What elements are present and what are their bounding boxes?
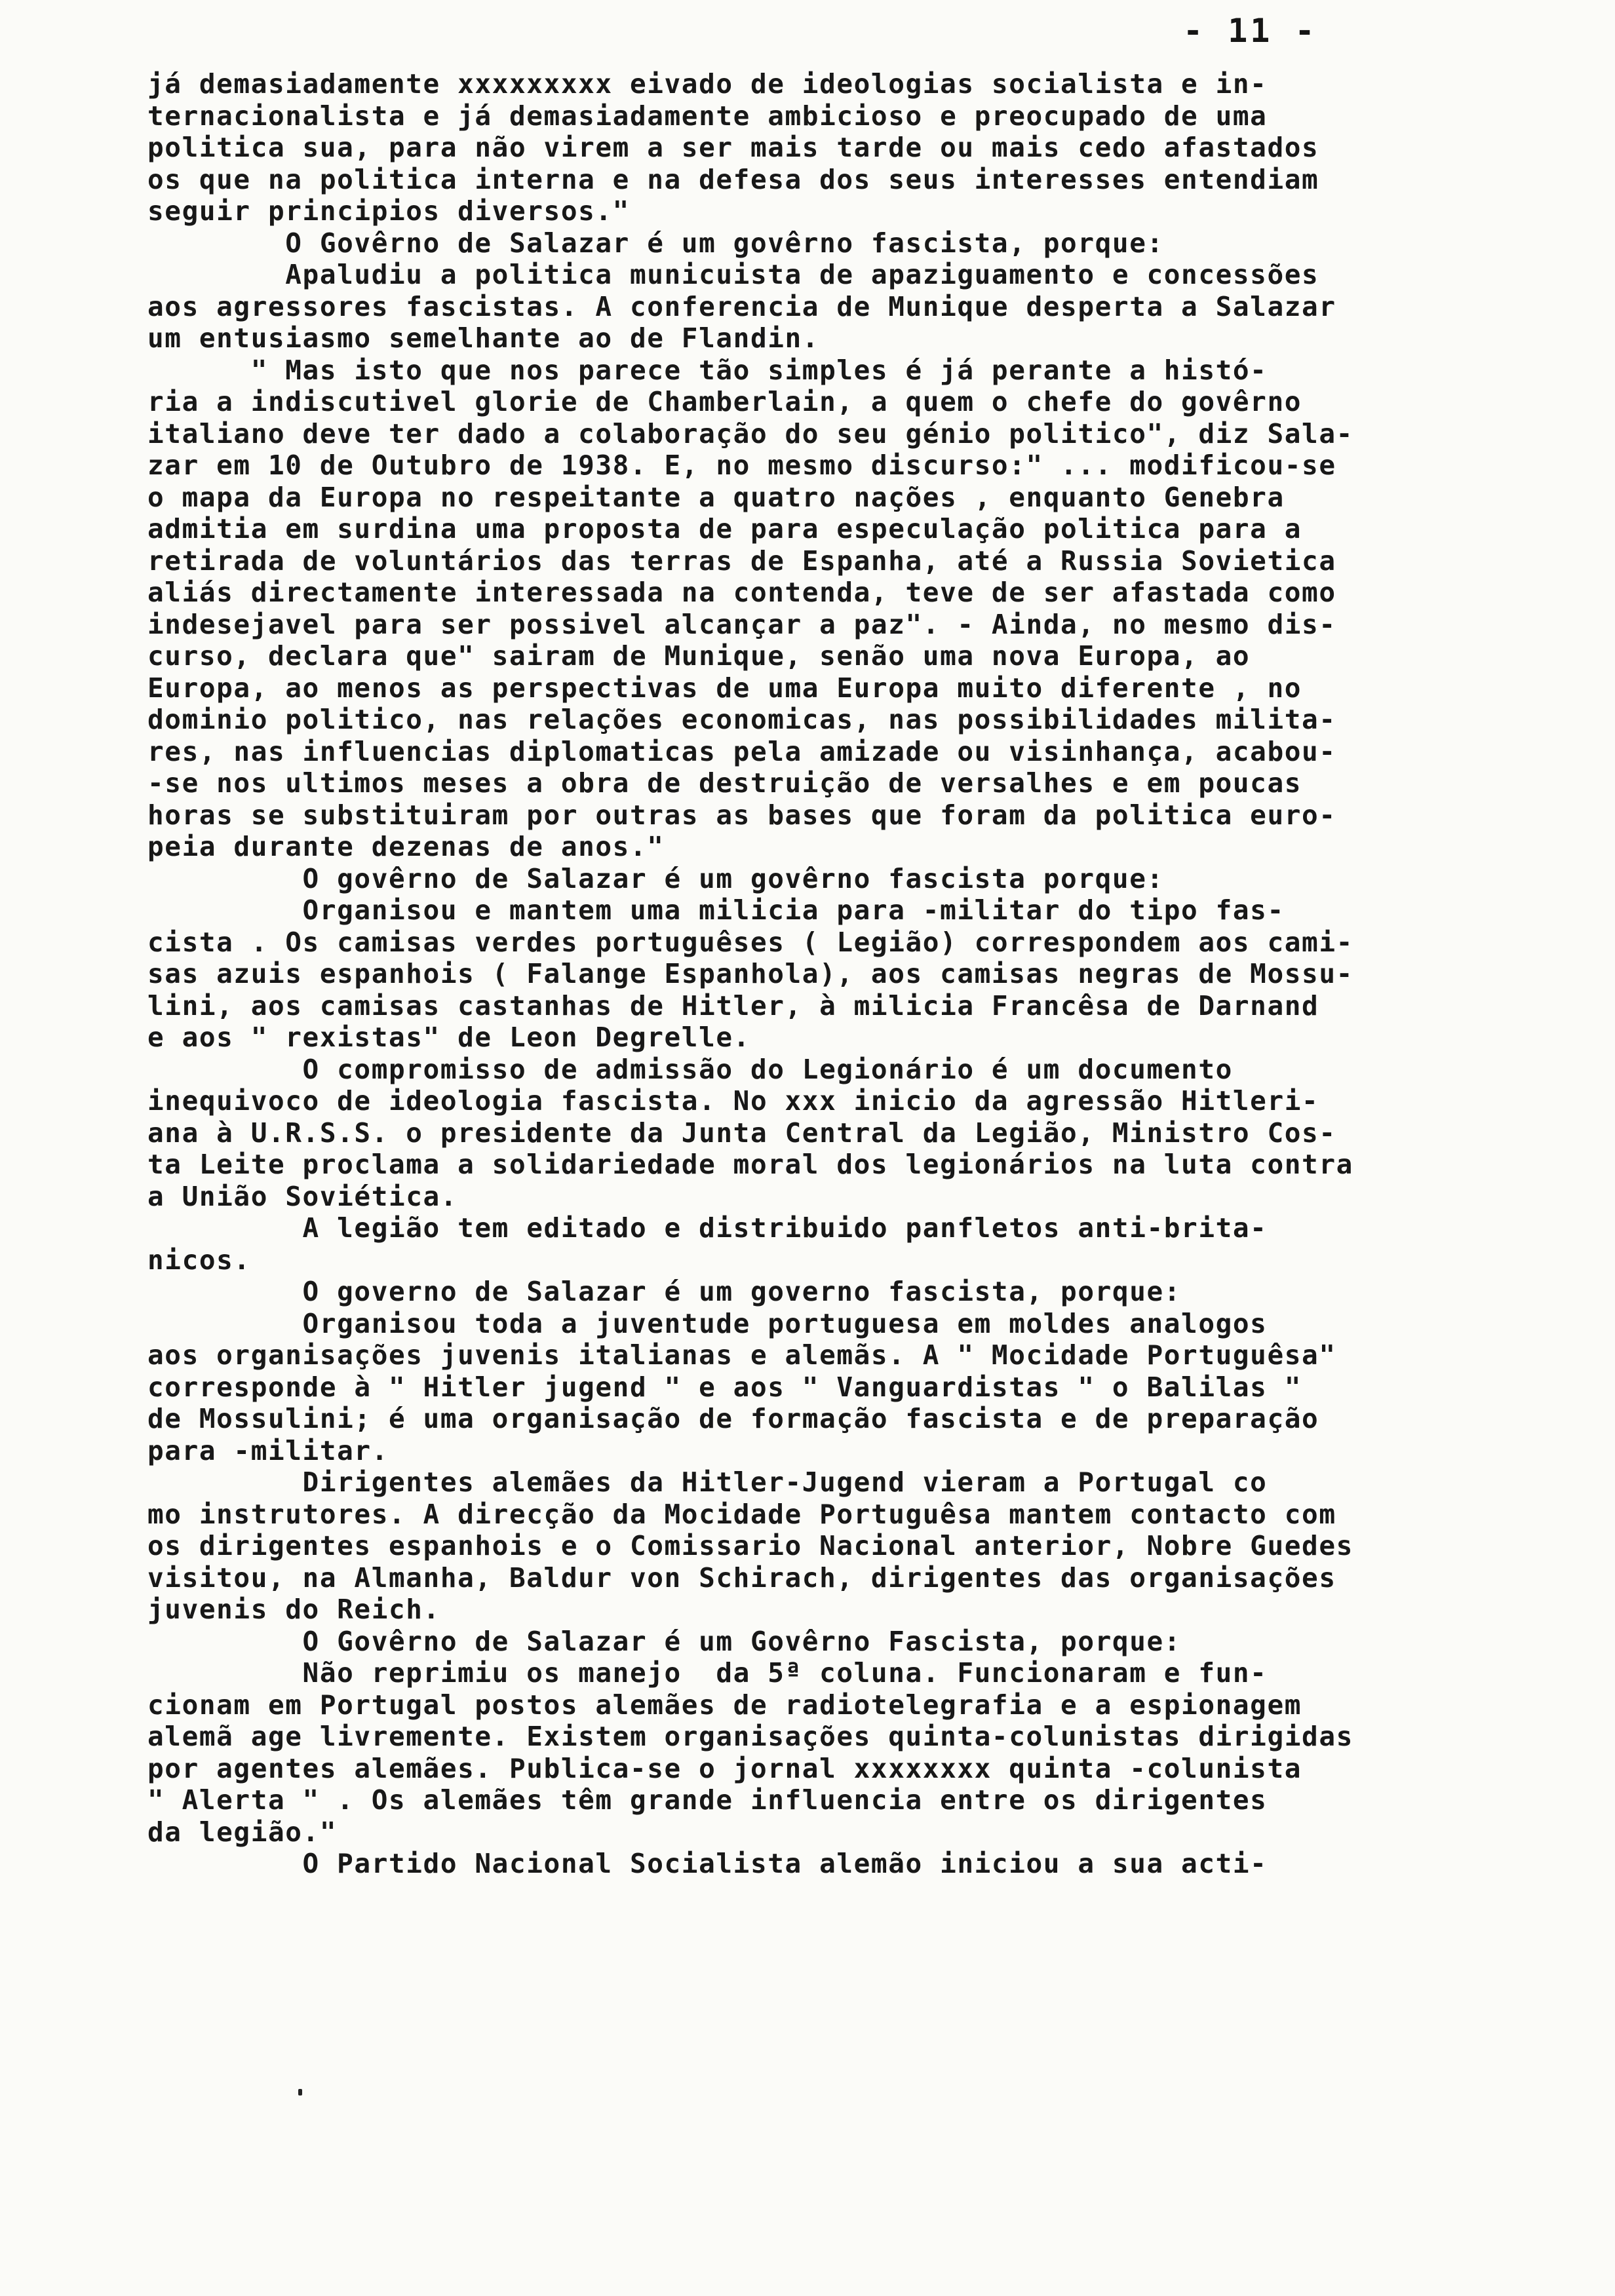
text-line: aliás directamente interessada na contenda, teve de ser afastada como	[147, 577, 1336, 608]
text-line: O Govêrno de Salazar é um Govêrno Fascista, porque:	[147, 1625, 1182, 1657]
text-line: -se nos ultimos meses a obra de destruição de versalhes e em poucas	[147, 767, 1302, 799]
text-line: admitia em surdina uma proposta de para especulação politica para a	[147, 513, 1302, 545]
text-line: seguir principios diversos."	[147, 195, 630, 227]
text-line: O governo de Salazar é um governo fascista, porque:	[147, 1276, 1182, 1307]
text-line: curso, declara que" sairam de Munique, senão uma nova Europa, ao	[147, 640, 1251, 672]
text-line: um entusiasmo semelhante ao de Flandin.	[147, 322, 820, 354]
text-line: nicos.	[147, 1244, 251, 1276]
text-line: aos agressores fascistas. A conferencia de Munique desperta a Salazar	[147, 290, 1336, 322]
text-line: zar em 10 de Outubro de 1938. E, no mesmo discurso:" ... modificou-se	[147, 450, 1336, 481]
text-line: visitou, na Almanha, Baldur von Schirach, dirigentes das organisações	[147, 1561, 1336, 1594]
text-line: juvenis do Reich.	[147, 1594, 440, 1625]
page-number: - 11 -	[1183, 12, 1317, 50]
text-line: os dirigentes espanhois e o Comissario Nacional anterior, Nobre Guedes	[147, 1530, 1353, 1561]
text-line: " Alerta " . Os alemães têm grande influencia entre os dirigentes	[147, 1784, 1268, 1816]
text-line: politica sua, para não virem a ser mais tarde ou mais cedo afastados	[147, 132, 1319, 163]
text-line: A legião tem editado e distribuido panfletos anti-brita-	[147, 1212, 1268, 1244]
text-line: ria a indiscutivel glorie de Chamberlain, a quem o chefe do govêrno	[147, 386, 1302, 417]
text-line: cionam em Portugal postos alemães de radiotelegrafia e a espionagem	[147, 1689, 1302, 1721]
text-line: Apaludiu a politica municuista de apaziguamento e concessões	[147, 259, 1319, 290]
text-line: Organisou e mantem uma milicia para -militar do tipo fas-	[147, 894, 1285, 926]
text-line: já demasiadamente xxxxxxxxx eivado de ideologias socialista e in-	[147, 68, 1268, 100]
text-line: retirada de voluntários das terras de Espanha, até a Russia Sovietica	[147, 545, 1336, 577]
text-line: peia durante dezenas de anos."	[147, 831, 665, 862]
text-line: sas azuis espanhois ( Falange Espanhola), aos camisas negras de Mossu-	[147, 958, 1353, 989]
text-line: ana à U.R.S.S. o presidente da Junta Central da Legião, Ministro Cos-	[147, 1117, 1336, 1149]
text-line: para -militar.	[147, 1434, 389, 1466]
text-line: indesejavel para ser possivel alcançar a paz". - Ainda, no mesmo dis-	[147, 608, 1336, 640]
text-line: horas se substituiram por outras as bases que foram da politica euro-	[147, 799, 1336, 831]
document-body	[147, 68, 1544, 1880]
text-line: e aos " rexistas" de Leon Degrelle.	[147, 1022, 750, 1053]
text-line: os que na politica interna e na defesa dos seus interesses entendiam	[147, 163, 1319, 195]
text-line: o mapa da Europa no respeitante a quatro nações , enquanto Genebra	[147, 481, 1285, 513]
text-line: por agentes alemães. Publica-se o jornal xxxxxxxx quinta -colunista	[147, 1752, 1302, 1784]
text-line: res, nas influencias diplomaticas pela amizade ou visinhança, acabou-	[147, 735, 1336, 767]
text-line: inequivoco de ideologia fascista. No xxx inicio da agressão Hitleri-	[147, 1085, 1319, 1117]
text-line: mo instrutores. A direcção da Mocidade Portuguêsa mantem contacto com	[147, 1498, 1336, 1530]
text-line: Dirigentes alemães da Hitler-Jugend vieram a Portugal co	[147, 1466, 1268, 1498]
text-line: O govêrno de Salazar é um govêrno fascista porque:	[147, 862, 1164, 894]
text-line: italiano deve ter dado a colaboração do seu génio politico", diz Sala-	[147, 417, 1353, 450]
text-line: cista . Os camisas verdes portuguêses ( Legião) correspondem aos cami-	[147, 926, 1353, 958]
text-line: da legião."	[147, 1816, 338, 1848]
text-line: O Partido Nacional Socialista alemão iniciou a sua acti-	[147, 1848, 1268, 1879]
text-line: Não reprimiu os manejo da 5ª coluna. Funcionaram e fun-	[147, 1657, 1268, 1689]
text-line: de Mossulini; é uma organisação de formação fascista e de preparação	[147, 1403, 1319, 1434]
text-line: corresponde à " Hitler jugend " e aos " Vanguardistas " o Balilas "	[147, 1371, 1302, 1403]
text-line: lini, aos camisas castanhas de Hitler, à milicia Francêsa de Darnand	[147, 989, 1319, 1022]
text-line: a União Soviética.	[147, 1180, 458, 1212]
text-line: Organisou toda a juventude portuguesa em moldes analogos	[147, 1307, 1268, 1339]
text-line: ternacionalista e já demasiadamente ambicioso e preocupado de uma	[147, 100, 1268, 132]
text-line: dominio politico, nas relações economicas, nas possibilidades milita-	[147, 704, 1336, 735]
text-line: aos organisações juvenis italianas e alemãs. A " Mocidade Portuguêsa"	[147, 1339, 1336, 1371]
text-line: ta Leite proclama a solidariedade moral dos legionários na luta contra	[147, 1149, 1353, 1180]
text-line: Europa, ao menos as perspectivas de uma Europa muito diferente , no	[147, 672, 1302, 704]
text-line: O Govêrno de Salazar é um govêrno fascista, porque:	[147, 227, 1164, 259]
text-line: O compromisso de admissão do Legionário é um documento	[147, 1053, 1233, 1085]
text-line: " Mas isto que nos parece tão simples é já perante a histó-	[147, 354, 1268, 386]
text-line: alemã age livremente. Existem organisações quinta-colunistas dirigidas	[147, 1721, 1353, 1752]
ink-speck	[298, 2089, 302, 2095]
